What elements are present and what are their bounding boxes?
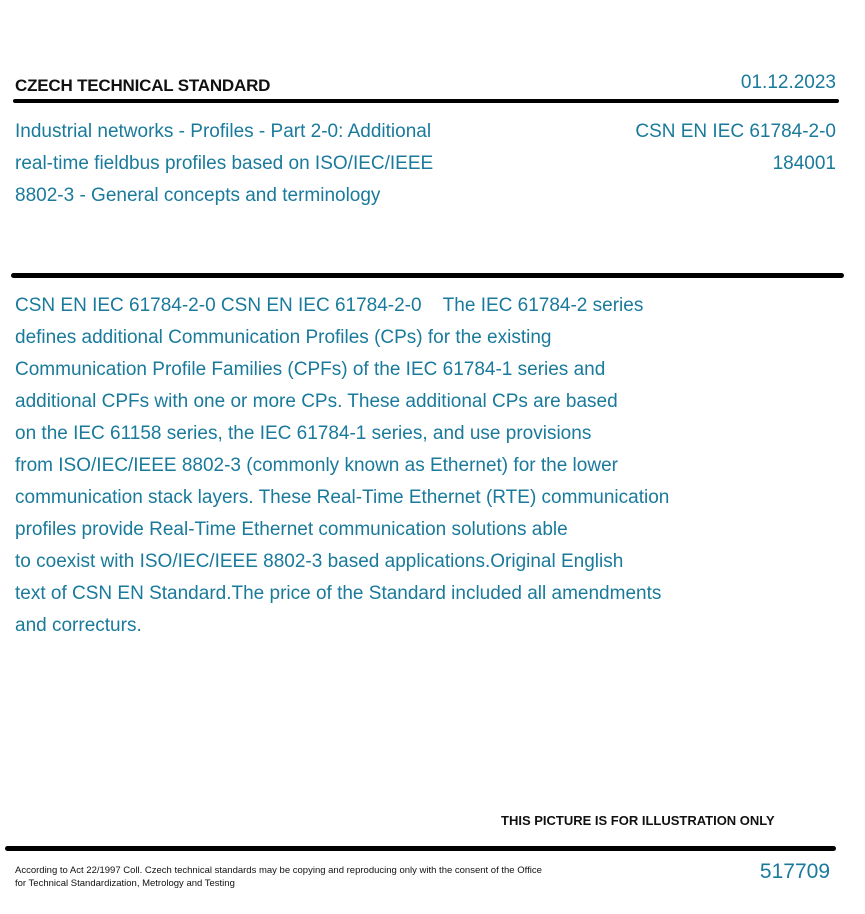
description-line: and correcturs. — [15, 615, 142, 636]
illustration-note: THIS PICTURE IS FOR ILLUSTRATION ONLY — [501, 813, 775, 828]
standard-code: CSN EN IEC 61784-2-0 — [635, 121, 836, 142]
description-line: communication stack layers. These Real-Time Ethernet (RTE) communication — [15, 487, 670, 508]
standard-description — [15, 290, 669, 642]
description-line: CSN EN IEC 61784-2-0 CSN EN IEC 61784-2-0 The IEC 61784-2 series — [15, 295, 644, 316]
header-divider — [13, 99, 839, 103]
description-line: additional CPFs with one or more CPs. These additional CPs are based — [15, 391, 618, 412]
footer-divider — [5, 846, 836, 851]
document-number: 517709 — [759, 860, 830, 883]
legal-line: for Technical Standardization, Metrology and Testing — [15, 878, 235, 889]
title-line: 8802-3 - General concepts and terminology — [15, 185, 381, 206]
publication-date: 01.12.2023 — [740, 72, 836, 93]
document-kind: CZECH TECHNICAL STANDARD — [15, 76, 271, 95]
description-line: defines additional Communication Profiles (CPs) for the existing — [15, 327, 552, 348]
title-line: Industrial networks - Profiles - Part 2-0: Additional — [15, 121, 432, 142]
description-line: on the IEC 61158 series, the IEC 61784-1 series, and use provisions — [15, 423, 592, 444]
description-line: from ISO/IEC/IEEE 8802-3 (commonly known as Ethernet) for the lower — [15, 455, 618, 476]
legal-notice — [15, 864, 542, 890]
description-line: text of CSN EN Standard.The price of the Standard included all amendments — [15, 583, 662, 604]
standard-title — [15, 116, 433, 212]
standard-identifiers — [635, 116, 836, 180]
title-divider — [11, 273, 844, 278]
legal-line: According to Act 22/1997 Coll. Czech technical standards may be copying and reproducing only with the consent of the Office — [15, 865, 542, 876]
description-line: profiles provide Real-Time Ethernet communication solutions able — [15, 519, 568, 540]
description-line: Communication Profile Families (CPFs) of the IEC 61784-1 series and — [15, 359, 606, 380]
catalog-number: 184001 — [772, 153, 836, 174]
title-line: real-time fieldbus profiles based on ISO/IEC/IEEE — [15, 153, 434, 174]
description-line: to coexist with ISO/IEC/IEEE 8802-3 based applications.Original English — [15, 551, 624, 572]
